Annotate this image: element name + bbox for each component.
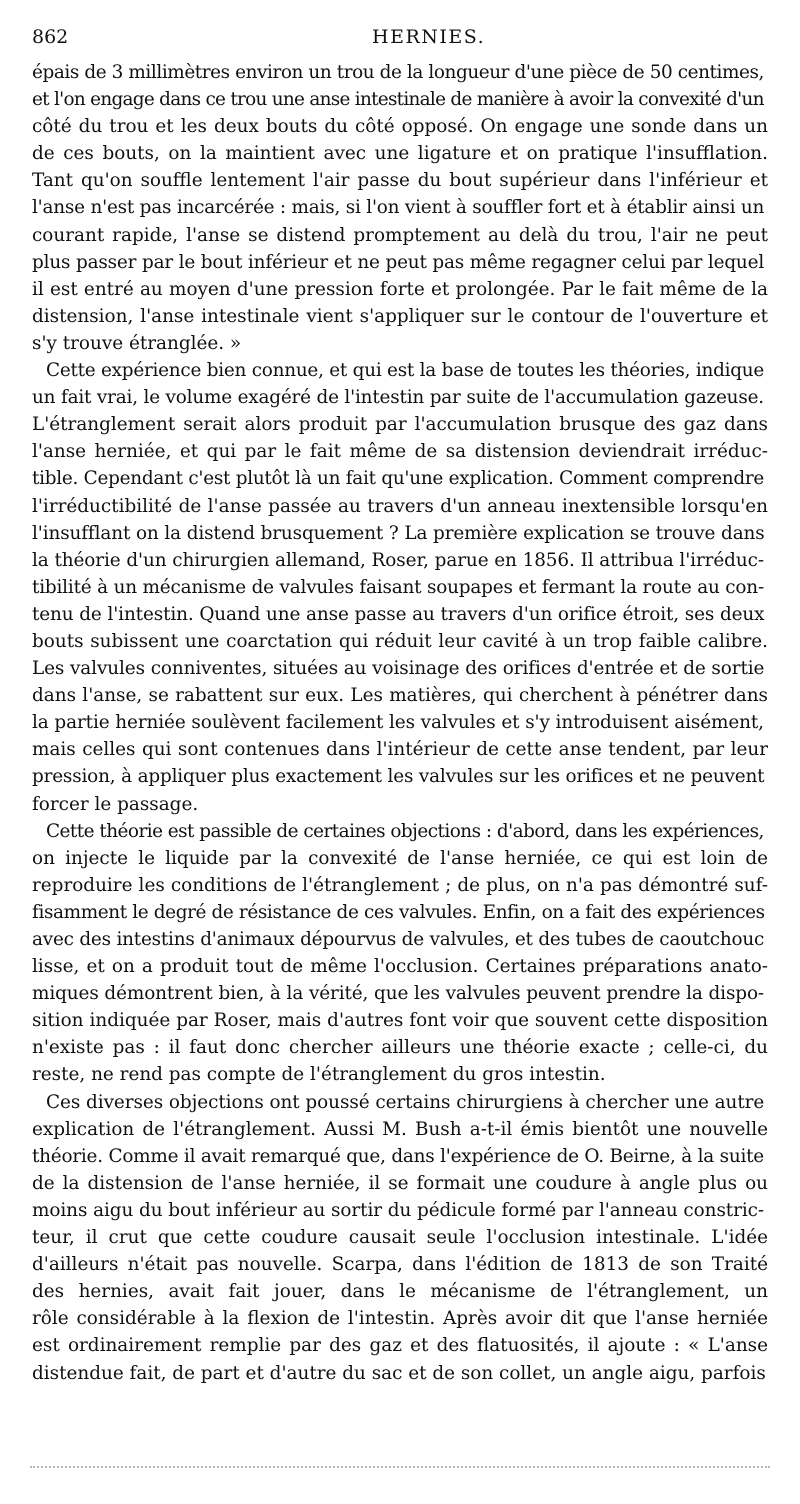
text-line: rôle considérable à la flexion de l'intestin. Après avoir dit que l'anse herniée [32, 1308, 768, 1330]
text-line: bouts subissent une coarctation qui réduit leur cavité à un trop faible calibre. [32, 630, 768, 652]
text-line: avec des intestins d'animaux dépourvus de valvules, et des tubes de caoutchouc [32, 929, 765, 950]
text-line: est ordinairement remplie par des gaz et des flatuosités, il ajoute : « L'anse [32, 1335, 768, 1357]
text-line: fisamment le degré de résistance de ces valvules. Enfin, on a fait des expériences [32, 901, 765, 923]
text-line: de ces bouts, on la maintient avec une ligature et on pratique l'insufflation. [32, 143, 768, 165]
text-line: n'existe pas : il faut donc chercher ailleurs une théorie exacte ; celle-ci, du [32, 1037, 768, 1059]
text-line: tibilité à un mécanisme de valvules faisant soupapes et fermant la route au con- [32, 576, 764, 598]
text-line: et l'on engage dans ce trou une anse intestinale de manière à avoir la convexité d'un [32, 89, 764, 111]
body-text [32, 59, 768, 1387]
paragraph-start-line: Cette théorie est passible de certaines objections : d'abord, dans les expériences, [46, 820, 764, 842]
page-header [32, 26, 772, 56]
text-line: teur, il crut que cette coudure causait seule l'occlusion intestinale. L'idée [32, 1227, 768, 1249]
text-line: lisse, et on a produit tout de même l'occlusion. Certaines préparations anato- [32, 956, 768, 978]
text-line: des hernies, avait fait jouer, dans le mécanisme de l'étranglement, un [32, 1281, 768, 1303]
text-line: reste, ne rend pas compte de l'étranglement du gros intestin. [32, 1064, 606, 1086]
text-line: moins aigu du bout inférieur au sortir du pédicule formé par l'anneau constric- [32, 1199, 765, 1221]
text-line: distension, l'anse intestinale vient s'appliquer sur le contour de l'ouverture et [32, 305, 768, 327]
text-line: de la distension de l'anse herniée, il se formait une coudure à angle plus ou [32, 1172, 768, 1194]
text-line: l'anse n'est pas incarcérée : mais, si l'on vient à souffler fort et à établir ainsi un [32, 197, 765, 219]
text-line: l'anse herniée, et qui par le fait même de sa distension deviendrait irréduc- [32, 441, 768, 463]
text-line: forcer le passage. [32, 793, 199, 815]
running-title: HERNIES. [372, 26, 486, 48]
text-line: la théorie d'un chirurgien allemand, Roser, parue en 1856. Il attribua l'irréduc- [32, 549, 764, 571]
text-line: épais de 3 millimètres environ un trou de la longueur d'une pièce de 50 centimes, [32, 62, 764, 83]
text-line: la partie herniée soulèvent facilement les valvules et s'y introduisent aisément, [32, 712, 764, 734]
text-line: miques démontrent bien, à la vérité, que les valvules peuvent prendre la dispo- [32, 983, 765, 1005]
text-line: s'y trouve étranglée. » [32, 332, 242, 354]
text-line: Tant qu'on souffle lentement l'air passe du bout supérieur dans l'inférieur et [32, 170, 768, 192]
text-line: distendue fait, de part et d'autre du sac et de son collet, un angle aigu, parfois [32, 1362, 766, 1384]
text-line: mais celles qui sont contenues dans l'intérieur de cette anse tendent, par leur [32, 739, 768, 761]
text-line: d'ailleurs n'était pas nouvelle. Scarpa, dans l'édition de 1813 de son Traité [32, 1254, 768, 1276]
text-line: L'étranglement serait alors produit par l'accumulation brusque des gaz dans [32, 414, 768, 436]
text-line: Les valvules conniventes, situées au voisinage des orifices d'entrée et de sortie [32, 658, 765, 680]
text-line: courant rapide, l'anse se distend promptement au delà du trou, l'air ne peut [32, 224, 768, 246]
text-line: pression, à appliquer plus exactement les valvules sur les orifices et ne peuvent [32, 766, 765, 788]
text-line: l'insufflant on la distend brusquement ? La première explication se trouve dans [32, 522, 765, 544]
text-line: côté du trou et les deux bouts du côté opposé. On engage une sonde dans un [32, 116, 768, 138]
text-line: il est entré au moyen d'une pression forte et prolongée. Par le fait même de la [32, 278, 768, 300]
text-line: plus passer par le bout inférieur et ne peut pas même regagner celui par lequel [32, 251, 765, 273]
paragraph-start-line: Ces diverses objections ont poussé certains chirurgiens à chercher une autre [46, 1091, 765, 1113]
text-line: un fait vrai, le volume exagéré de l'intestin par suite de l'accumulation gazeuse. [32, 387, 764, 409]
text-line: explication de l'étranglement. Aussi M. Bush a-t-il émis bientôt une nouvelle [32, 1118, 768, 1140]
paragraph-start-line: Cette expérience bien connue, et qui est la base de toutes les théories, indique [46, 360, 765, 382]
page-number: 862 [32, 26, 69, 48]
text-line: sition indiquée par Roser, mais d'autres font voir que souvent cette disposition [32, 1010, 768, 1032]
text-line: tenu de l'intestin. Quand une anse passe au travers d'un orifice étroit, ses deux [32, 603, 765, 625]
text-line: dans l'anse, se rabattent sur eux. Les matières, qui cherchent à pénétrer dans [32, 685, 768, 707]
scan-artifact-line [30, 1466, 770, 1468]
text-line: théorie. Comme il avait remarqué que, dans l'expérience de O. Beirne, à la suite [32, 1145, 764, 1167]
text-line: tible. Cependant c'est plutôt là un fait qu'une explication. Comment comprendre [32, 468, 765, 490]
text-line: reproduire les conditions de l'étranglement ; de plus, on n'a pas démontré suf- [32, 874, 768, 896]
text-line: l'irréductibilité de l'anse passée au travers d'un anneau inextensible lorsqu'en [32, 495, 768, 517]
text-line: on injecte le liquide par la convexité de l'anse herniée, ce qui est loin de [32, 847, 768, 869]
